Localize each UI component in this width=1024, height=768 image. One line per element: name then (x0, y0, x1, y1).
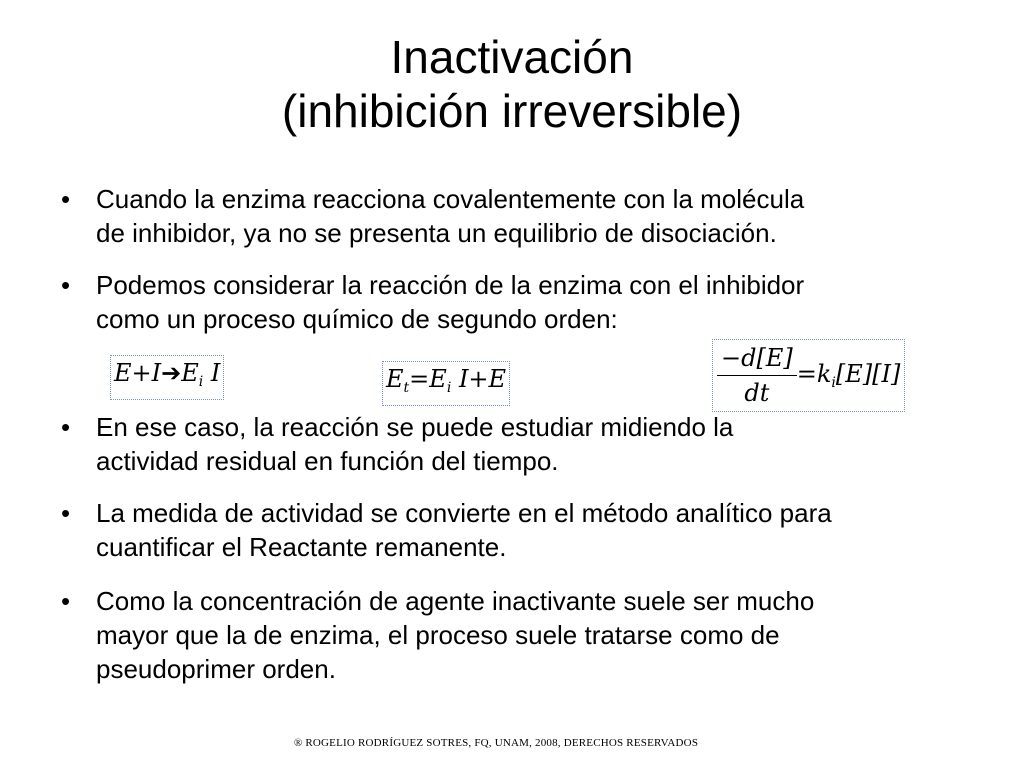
eq-symbol: I (210, 359, 221, 387)
bullet-text-line: mayor que la de enzima, el proceso suele tratarse como de (96, 620, 780, 650)
eq-symbol: [E][I] (835, 360, 901, 388)
bullet-item (58, 182, 988, 250)
eq-operator: + (131, 359, 152, 387)
bullet-item (58, 496, 988, 564)
eq-symbol: k (816, 360, 832, 388)
bullet-text-line: actividad residual en función del tiempo. (96, 446, 559, 476)
slide-title (0, 30, 1024, 138)
bullet-item (58, 410, 988, 478)
eq-symbol: E (386, 365, 404, 393)
bullet-dot: • (61, 498, 71, 528)
eq-operator: = (796, 360, 817, 388)
bullet-text-line: Como la concentración de agente inactivante suele ser mucho (96, 586, 815, 616)
bullet-text-line: En ese caso, la reacción se puede estudiar midiendo la (96, 412, 734, 442)
bullet-text-line: La medida de actividad se convierte en el método analítico para (96, 498, 832, 528)
copyright-footer: ® ROGELIO RODRÍGUEZ SOTRES, FQ, UNAM, 2008, DERECHOS RESERVADOS (293, 737, 699, 749)
equation-total-enzyme (382, 361, 510, 406)
eq-subscript: i (446, 380, 452, 396)
bullet-text-line: Cuando la enzima reacciona covalentemente con la molécula (96, 184, 805, 214)
eq-subscript: i (831, 375, 836, 391)
eq-symbol: E (114, 359, 132, 387)
bullet-text-line: de inhibidor, ya no se presenta un equilibrio de disociación. (96, 218, 777, 248)
bullet-item (58, 584, 988, 686)
bullet-dot: • (61, 270, 71, 300)
bullet-dot: • (61, 184, 71, 214)
eq-operator: = (409, 365, 430, 393)
eq-symbol: E (429, 365, 447, 393)
title-line-2: (inhibición irreversible) (281, 85, 743, 137)
eq-subscript: t (403, 380, 410, 396)
eq-operator: + (468, 365, 489, 393)
equation-reaction (110, 355, 224, 400)
eq-numerator: −d[E] (717, 343, 797, 376)
bullet-text-line: como un proceso químico de segundo orden: (96, 304, 618, 334)
bullet-text-line: pseudoprimer orden. (96, 654, 336, 684)
equation-rate-law (712, 339, 905, 412)
eq-symbol: I (458, 365, 469, 393)
eq-fraction (717, 343, 797, 408)
eq-denominator: dt (744, 379, 770, 407)
eq-symbol: E (488, 365, 507, 393)
bullet-text-line: Podemos considerar la reacción de la enzima con el inhibidor (96, 270, 805, 300)
bullet-item (58, 268, 988, 336)
eq-symbol: E (181, 359, 199, 387)
bullet-dot: • (61, 412, 71, 442)
eq-subscript: i (198, 374, 204, 390)
bullet-dot: • (61, 586, 71, 616)
reaction-arrow-icon: ➔ (161, 359, 182, 387)
bullet-text-line: cuantificar el Reactante remanente. (96, 532, 507, 562)
eq-symbol: I (151, 359, 162, 387)
title-line-1: Inactivación (390, 31, 634, 83)
